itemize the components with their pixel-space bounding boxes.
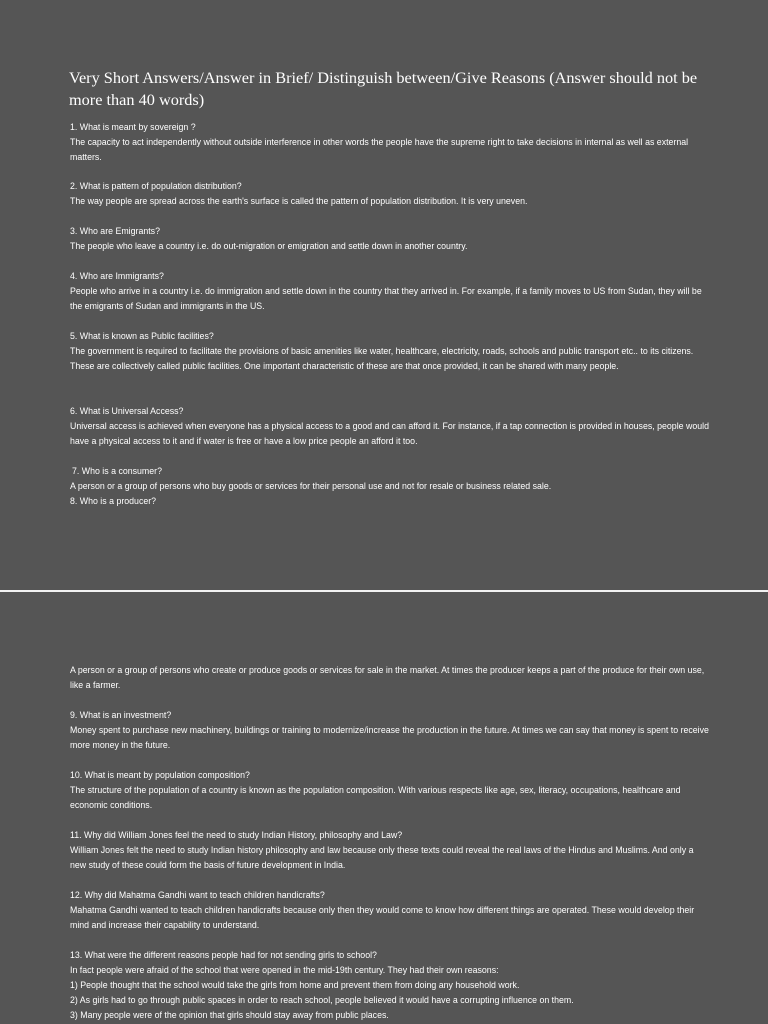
qa-item-5 (70, 329, 710, 374)
reason-point: 3) Many people were of the opinion that girls should stay away from public places. (70, 1010, 389, 1020)
qa-item-12 (70, 888, 710, 933)
question: 11. Why did William Jones feel the need to study Indian History, philosophy and Law? (70, 830, 403, 840)
answer: Mahatma Gandhi wanted to teach children handicrafts because only then they would come to know how different things are operated. These would develop their mind and increase their capability to understand. (70, 905, 695, 930)
answer: The people who leave a country i.e. do out-migration or emigration and settle down in another country. (70, 241, 468, 251)
answer: A person or a group of persons who create or produce goods or services for sale in the market. At times the producer keeps a part of the produce for their own use, like a farmer. (70, 665, 705, 690)
qa-item-1 (70, 120, 710, 165)
qa-item-11 (70, 828, 710, 873)
answer: Money spent to purchase new machinery, buildings or training to modernize/increase the production in the future. At times we can say that money is spent to receive more money in the future. (70, 725, 709, 750)
answer: William Jones felt the need to study Indian history philosophy and law because only these texts could reveal the real laws of the Hindus and Muslims. And only a new study of these could form the basis of future development in India. (70, 845, 694, 870)
question: 5. What is known as Public facilities? (70, 331, 214, 341)
qa-item-6 (70, 404, 710, 449)
question: 8. Who is a producer? (70, 496, 157, 506)
qa-item-7 (70, 464, 710, 509)
document-page-2 (0, 592, 768, 1024)
reason-point: 2) As girls had to go through public spaces in order to reach school, people believed it would have a corrupting influence on them. (70, 995, 574, 1005)
qa-item-8-answer (70, 663, 710, 693)
question: 1. What is meant by sovereign ? (70, 122, 196, 132)
question: 4. Who are Immigrants? (70, 271, 164, 281)
question: 2. What is pattern of population distribution? (70, 181, 242, 191)
question: 9. What is an investment? (70, 710, 172, 720)
qa-item-3 (70, 224, 710, 254)
question: 13. What were the different reasons people had for not sending girls to school? (70, 950, 377, 960)
answer: People who arrive in a country i.e. do immigration and settle down in the country that they arrived in. For example, if a family moves to US from Sudan, they will be the emigrants of Sudan and immigrants in the US. (70, 286, 702, 311)
question: 6. What is Universal Access? (70, 406, 184, 416)
question: 10. What is meant by population composition? (70, 770, 250, 780)
answer: In fact people were afraid of the school that were opened in the mid-19th century. They had their own reasons: (70, 965, 499, 975)
question: 3. Who are Emigrants? (70, 226, 160, 236)
question: 12. Why did Mahatma Gandhi want to teach children handicrafts? (70, 890, 325, 900)
qa-item-9 (70, 708, 710, 753)
qa-item-4 (70, 269, 710, 314)
answer: Universal access is achieved when everyone has a physical access to a good and can afford it. For instance, if a tap connection is provided in houses, people would have a physical access to it and if water is free or have a low price people an afford it too. (70, 421, 709, 446)
answer: The structure of the population of a country is known as the population composition. With various respects like age, sex, literacy, occupations, healthcare and economic conditions. (70, 785, 681, 810)
qa-item-2 (70, 179, 710, 209)
answer: The government is required to facilitate the provisions of basic amenities like water, healthcare, electricity, roads, schools and public transport etc.. to its citizens. These are collectively called public facilities. One important characteristic of these are that once provided, it can be shared with many people. (70, 346, 694, 371)
reason-point: 1) People thought that the school would take the girls from home and prevent them from doing any household work. (70, 980, 520, 990)
answer: The capacity to act independently without outside interference in other words the people have the supreme right to take decisions in internal as well as external matters. (70, 137, 689, 162)
page-heading: Very Short Answers/Answer in Brief/ Distinguish between/Give Reasons (Answer should not be more than 40 words) (69, 68, 698, 109)
answer: The way people are spread across the earth's surface is called the pattern of population distribution. It is very uneven. (70, 196, 528, 206)
question: 7. Who is a consumer? (72, 466, 162, 476)
qa-item-10 (70, 768, 710, 813)
qa-item-13 (70, 948, 710, 1023)
answer: A person or a group of persons who buy goods or services for their personal use and not for resale or business related sale. (70, 481, 552, 491)
